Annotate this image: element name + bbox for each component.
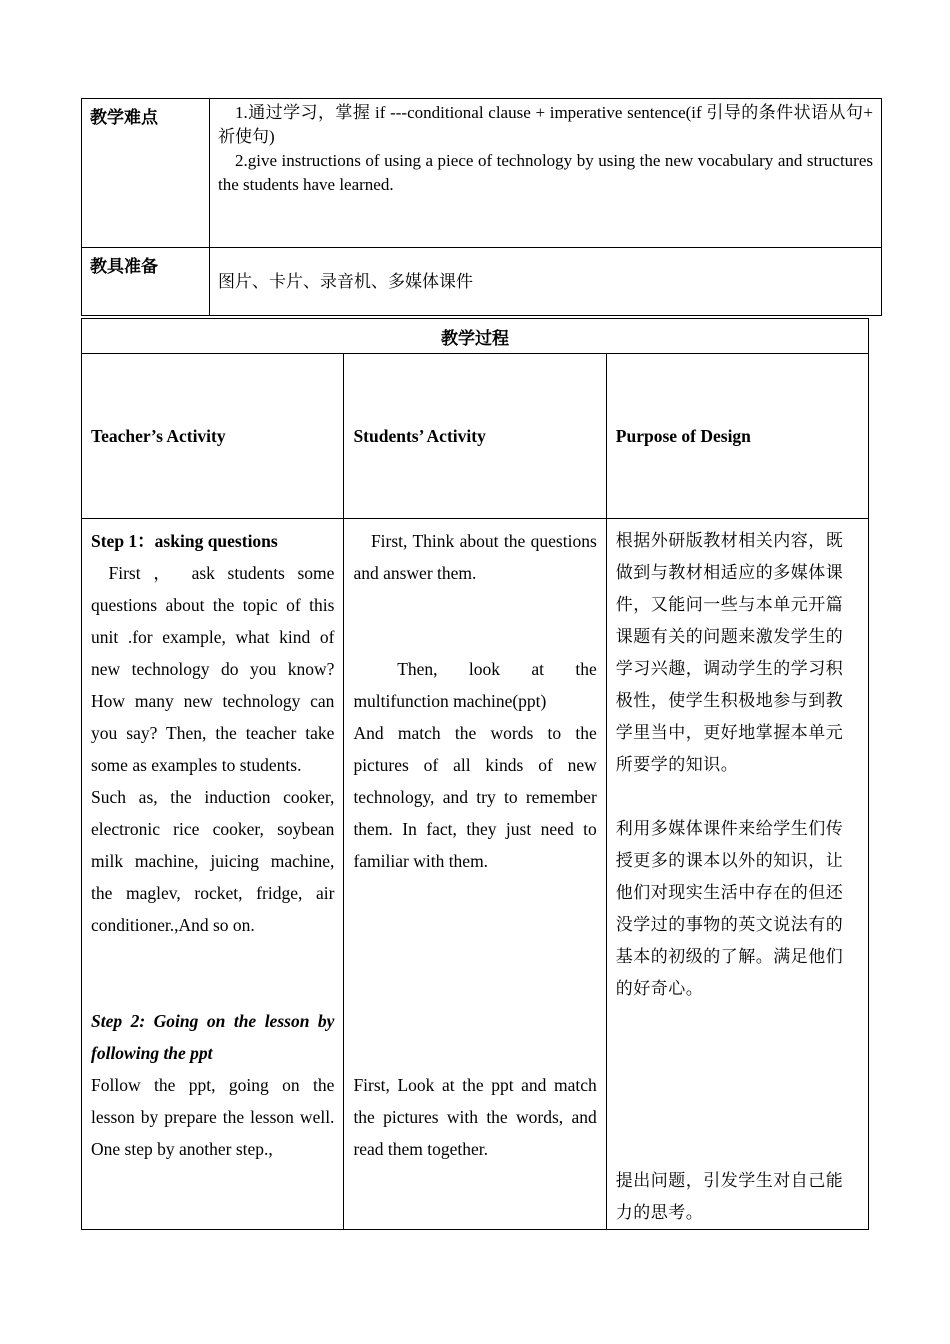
spacer	[616, 1005, 859, 1165]
teacher-activity-cell	[82, 519, 344, 1230]
process-title-row	[82, 319, 869, 354]
spacer	[353, 877, 596, 1069]
students-step-1: First, Think about the questions and answer them.	[353, 531, 597, 583]
spacer	[91, 941, 334, 1005]
difficulty-item-1: 1.通过学习，掌握 if ---conditional clause + imperative sentence(if 引导的条件状语从句+ 祈使句)	[218, 103, 873, 146]
process-body-row	[82, 519, 869, 1230]
students-step-2: Then, look at the multifunction machine(ppt)	[353, 659, 597, 711]
step1-title: Step 1：asking questions	[91, 531, 278, 551]
spacer	[616, 781, 859, 813]
teacher-activity-header: Teacher’s Activity	[82, 354, 344, 519]
students-step-3: And match the words to the pictures of all kinds of new technology, and try to remember them. In fact, they just need to familiar with them.	[353, 723, 597, 871]
difficulty-content	[210, 99, 882, 248]
materials-row	[82, 248, 882, 316]
purpose-cell	[606, 519, 868, 1230]
column-header-row	[82, 354, 869, 519]
process-title: 教学过程	[82, 319, 869, 354]
purpose-3: 提出问题，引发学生对自己能力的思考。	[615, 1171, 844, 1223]
difficulty-label: 教学难点	[82, 99, 210, 248]
step2-title: Step 2: Going on the lesson by following the ppt	[91, 1011, 335, 1063]
difficulty-row	[82, 99, 882, 248]
step2-text: Follow the ppt, going on the lesson by prepare the lesson well. One step by another step.,	[91, 1075, 335, 1159]
purpose-1: 根据外研版教材相关内容，既做到与教材相适应的多媒体课件，又能问一些与本单元开篇课题有关的问题来激发学生的学习兴趣，调动学生的学习积极性，使学生积极地参与到教学里当中，更好地掌握本单元所要学的知识。	[615, 531, 844, 775]
purpose-header: Purpose of Design	[606, 354, 868, 519]
top-info-table	[81, 98, 882, 316]
materials-value: 图片、卡片、录音机、多媒体课件	[210, 248, 882, 316]
students-step-4: First, Look at the ppt and match the pictures with the words, and read them together.	[353, 1075, 597, 1159]
students-activity-cell	[344, 519, 606, 1230]
spacer	[353, 589, 596, 653]
students-activity-header: Students’ Activity	[344, 354, 606, 519]
step1-examples: Such as, the induction cooker, electronic rice cooker, soybean milk machine, juicing machine, the maglev, rocket, fridge, air conditioner.,And so on.	[91, 787, 335, 935]
step1-text: First ， ask students some questions about the topic of this unit .for example, what kind of new technology do you know? How many new technology can you say? Then, the teacher take some as examples to students.	[91, 563, 335, 775]
materials-label: 教具准备	[82, 248, 210, 316]
teaching-process-table	[81, 318, 869, 1230]
difficulty-item-2: 2.give instructions of using a piece of technology by using the new vocabulary and structures the students have learned.	[218, 151, 873, 194]
purpose-2: 利用多媒体课件来给学生们传授更多的课本以外的知识，让他们对现实生活中存在的但还没学过的事物的英文说法有的基本的初级的了解。满足他们的好奇心。	[615, 819, 844, 999]
